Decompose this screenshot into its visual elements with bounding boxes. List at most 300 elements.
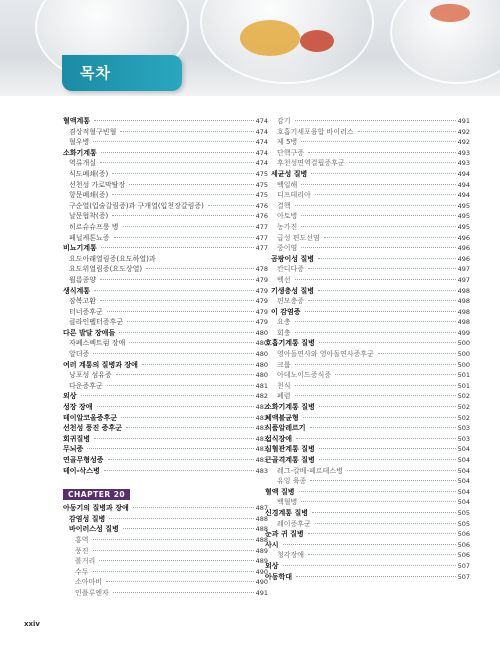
toc-entry-title: 아데노이드증식증 (277, 371, 332, 380)
toc-entry-title: 제 5병 (277, 138, 298, 147)
toc-entry-page: 496 (457, 233, 470, 242)
toc-entry[interactable] (63, 275, 268, 286)
toc-entry[interactable] (265, 455, 470, 466)
dot-leader (308, 533, 456, 534)
toc-entry-title: 바이러스성 질병 (69, 525, 119, 534)
dot-leader (296, 576, 456, 577)
toc-entry[interactable] (63, 524, 268, 535)
chapter-heading: CHAPTER 20 (63, 489, 130, 500)
toc-entry-page: 495 (457, 201, 470, 210)
toc-entry-page: 503 (457, 424, 470, 433)
toc-entry[interactable] (265, 434, 470, 445)
dot-leader (283, 544, 456, 545)
toc-entry[interactable] (265, 476, 470, 487)
toc-entry-page: 496 (457, 254, 470, 263)
toc-entry[interactable] (63, 211, 268, 222)
toc-entry[interactable] (265, 307, 470, 318)
toc-entry[interactable] (63, 127, 268, 138)
toc-entry-page: 477 (255, 233, 268, 242)
sample-stain (430, 4, 470, 22)
toc-entry[interactable] (63, 296, 268, 307)
dot-leader (301, 501, 455, 502)
toc-entry[interactable] (63, 264, 268, 275)
sample-stain (300, 30, 334, 52)
toc-entry-title: 크룹 (277, 360, 291, 369)
toc-entry[interactable] (63, 243, 268, 254)
toc-entry-title: 이 감염증 (271, 307, 301, 316)
toc-entry-page: 490 (255, 578, 268, 587)
toc-entry[interactable] (265, 180, 470, 191)
dot-leader (315, 523, 456, 524)
toc-entry[interactable] (63, 233, 268, 244)
toc-entry[interactable] (265, 264, 470, 275)
toc-entry-page: 494 (457, 180, 470, 189)
toc-entry-page: 483 (255, 434, 268, 443)
toc-entry-page: 478 (255, 265, 268, 274)
dot-leader (108, 459, 254, 460)
dot-leader (107, 385, 254, 386)
toc-entry[interactable] (63, 286, 268, 297)
sample-stain (240, 20, 300, 56)
toc-entry-page: 475 (255, 169, 268, 178)
toc-entry[interactable] (63, 577, 268, 588)
toc-entry-page: 483 (255, 466, 268, 475)
toc-entry-title: 호흡기세포융합 바이러스 (277, 127, 354, 136)
dot-leader (120, 131, 253, 132)
toc-entry-title: 감기 (277, 117, 291, 125)
dot-leader (101, 247, 254, 248)
dot-leader (301, 184, 455, 185)
toc-entry-title: 체액불균형 (265, 413, 299, 422)
toc-entry-page: 498 (457, 286, 470, 295)
toc-entry-page: 504 (457, 487, 470, 496)
toc-entry-page: 504 (457, 445, 470, 454)
toc-entry-page: 498 (457, 297, 470, 306)
dot-leader (295, 120, 456, 121)
toc-entry-title: 선천성 가로막탈장 (69, 180, 126, 189)
toc-entry-title: 히르슈슈프룽 병 (69, 222, 119, 231)
dot-leader (123, 226, 254, 227)
dot-leader (93, 550, 254, 551)
toc-entry-page: 494 (457, 169, 470, 178)
toc-entry-page: 474 (255, 159, 268, 168)
dot-leader (208, 205, 254, 206)
toc-entry[interactable] (63, 349, 268, 360)
dot-leader (104, 470, 254, 471)
dot-leader (93, 141, 253, 142)
toc-entry[interactable] (63, 222, 268, 233)
toc-entry-title: 테이알코올증후군 (63, 413, 118, 422)
dot-leader (315, 194, 456, 195)
toc-entry-title: 수두 (75, 567, 89, 576)
dot-leader (295, 385, 456, 386)
dot-leader (311, 173, 455, 174)
dot-leader (319, 342, 456, 343)
dot-leader (114, 237, 254, 238)
toc-entry[interactable] (265, 349, 470, 360)
dot-leader (295, 321, 456, 322)
toc-entry-page: 487 (255, 504, 268, 513)
toc-entry[interactable] (63, 423, 268, 434)
toc-entry[interactable] (63, 338, 268, 349)
toc-entry[interactable] (63, 413, 268, 424)
toc-entry-title: 소화기계통 질병 (265, 403, 315, 412)
toc-entry[interactable] (265, 561, 470, 572)
toc-entry[interactable] (265, 413, 470, 424)
toc-entry-title: 다운증후군 (69, 381, 103, 390)
toc-entry[interactable] (265, 550, 470, 561)
dot-leader (93, 539, 254, 540)
toc-entry[interactable] (63, 190, 268, 201)
toc-entry-page: 504 (457, 456, 470, 464)
toc-entry[interactable] (265, 211, 470, 222)
dot-leader (93, 353, 253, 354)
toc-entry-page: 501 (457, 381, 470, 390)
toc-left-column (63, 116, 268, 599)
toc-entry[interactable] (63, 391, 268, 402)
dot-leader (319, 406, 456, 407)
toc-entry-page: 489 (255, 557, 268, 566)
toc-entry[interactable] (63, 588, 268, 599)
dot-leader (127, 321, 253, 322)
dot-leader (81, 395, 254, 396)
toc-entry[interactable] (265, 370, 470, 381)
toc-entry-title: 유잉 육종 (277, 477, 307, 486)
toc-entry[interactable] (265, 158, 470, 169)
dot-leader (93, 571, 254, 572)
toc-entry-title: 외상 (63, 392, 77, 401)
toc-entry-page: 499 (457, 328, 470, 337)
dot-leader (318, 258, 456, 259)
toc-entry-page: 504 (457, 477, 470, 486)
toc-entry-title: 백혈병 (277, 498, 298, 507)
toc-entry[interactable] (63, 328, 268, 339)
toc-entry-page: 474 (255, 148, 268, 157)
dot-leader (295, 205, 456, 206)
toc-entry[interactable] (63, 116, 268, 127)
dot-leader (308, 268, 456, 269)
dot-leader (301, 247, 455, 248)
dot-leader (283, 565, 456, 566)
toc-entry-page: 474 (255, 127, 268, 136)
toc-entry-page: 489 (255, 546, 268, 555)
toc-entry-title: 인플루엔자 (75, 588, 109, 597)
dot-leader (112, 194, 253, 195)
toc-entry-title: 섭식장애 (265, 434, 293, 443)
toc-entry[interactable] (265, 169, 470, 180)
toc-entry-title: 회충 (277, 328, 291, 337)
toc-entry[interactable] (265, 127, 470, 138)
toc-entry[interactable] (265, 328, 470, 339)
toc-entry-page: 492 (457, 138, 470, 147)
toc-entry-title: 기생충성 질병 (271, 286, 315, 295)
toc-entry-page: 483 (255, 413, 268, 422)
toc-entry[interactable] (265, 381, 470, 392)
toc-entry-title: 편모충증 (277, 297, 305, 306)
toc-entry[interactable] (63, 201, 268, 212)
toc-entry[interactable] (265, 254, 470, 265)
toc-entry-page: 488 (255, 514, 268, 523)
toc-entry[interactable] (63, 434, 268, 445)
toc-entry-page: 475 (255, 180, 268, 189)
dot-leader (121, 417, 253, 418)
toc-entry-page: 500 (457, 360, 470, 369)
toc-entry[interactable] (265, 466, 470, 477)
toc-entry[interactable] (63, 444, 268, 455)
dot-leader (301, 141, 455, 142)
toc-entry[interactable] (265, 222, 470, 233)
toc-entry[interactable] (265, 137, 470, 148)
toc-entry[interactable] (63, 180, 268, 191)
dot-leader (295, 364, 456, 365)
toc-entry-title: 생식계통 (63, 286, 91, 295)
toc-entry-page: 502 (457, 413, 470, 422)
toc-entry-title: 아토병 (277, 212, 298, 221)
toc-entry-page: 476 (255, 212, 268, 221)
toc-entry-page: 505 (457, 508, 470, 517)
toc-entry[interactable] (63, 514, 268, 525)
toc-entry[interactable] (265, 402, 470, 413)
toc-entry-page: 480 (255, 339, 268, 348)
toc-entry[interactable] (63, 546, 268, 557)
toc-entry-page: 491 (255, 588, 268, 597)
toc-entry-title: 구순열(입술갈림증)과 구개열(입천장갈림증) (69, 201, 204, 210)
dot-leader (305, 311, 456, 312)
dot-leader (295, 279, 456, 280)
toc-entry[interactable] (265, 148, 470, 159)
toc-entry-title: 청각장애 (277, 551, 305, 560)
toc-entry-title: 사시 (265, 540, 279, 549)
dot-leader (310, 427, 456, 428)
toc-entry-title: 다른 발달 장애들 (63, 328, 116, 337)
toc-entry[interactable] (265, 391, 470, 402)
toc-entry-title: 결핵 (277, 201, 291, 210)
dot-leader (335, 374, 455, 375)
toc-entry-title: 눈과 귀 질병 (265, 530, 304, 539)
toc-entry[interactable] (265, 529, 470, 540)
toc-entry-title: 감염성 질병 (69, 514, 106, 523)
toc-entry-page: 498 (457, 307, 470, 316)
toc-entry[interactable] (265, 497, 470, 508)
toc-entry-title: 낭포성 섬유증 (69, 371, 112, 380)
dot-leader (308, 300, 456, 301)
dot-leader (142, 364, 254, 365)
dot-leader (100, 300, 254, 301)
toc-entry[interactable] (265, 444, 470, 455)
dot-leader (123, 528, 254, 529)
toc-entry[interactable] (63, 370, 268, 381)
toc-entry-title: 곰팡이성 질병 (271, 254, 315, 263)
dot-leader (299, 491, 456, 492)
dot-leader (119, 332, 253, 333)
toc-entry[interactable] (63, 402, 268, 413)
toc-entry[interactable] (265, 243, 470, 254)
toc-entry[interactable] (63, 307, 268, 318)
toc-entry-page: 488 (255, 525, 268, 534)
toc-entry-page: 479 (255, 318, 268, 327)
dot-leader (94, 290, 254, 291)
toc-entry-page: 474 (255, 138, 268, 147)
toc-entry-title: 혈액계통 (63, 117, 91, 125)
toc-entry[interactable] (63, 381, 268, 392)
dot-leader (129, 184, 253, 185)
toc-entry[interactable] (63, 169, 268, 180)
dot-leader (100, 279, 254, 280)
toc-entry-title: 성장 장애 (63, 403, 93, 412)
toc-entry[interactable] (63, 360, 268, 371)
toc-entry-title: 소아마비 (75, 578, 103, 587)
toc-entry[interactable] (63, 254, 268, 265)
toc-entry[interactable] (265, 275, 470, 286)
toc-entry[interactable] (265, 540, 470, 551)
toc-entry[interactable] (63, 317, 268, 328)
toc-entry-title: 요도위열림증(요도상열) (69, 265, 143, 274)
toc-entry[interactable] (265, 286, 470, 297)
toc-entry-page: 480 (255, 360, 268, 369)
toc-entry-page: 502 (457, 392, 470, 401)
toc-entry-page: 494 (457, 191, 470, 200)
toc-entry-page: 507 (457, 561, 470, 570)
toc-entry-title: 겸상적혈구빈혈 (69, 127, 117, 136)
toc-entry-title: 혈액 질병 (265, 487, 295, 496)
dot-leader (319, 448, 456, 449)
toc-entry-page: 493 (457, 148, 470, 157)
toc-entry-page: 498 (457, 318, 470, 327)
toc-entry[interactable] (265, 423, 470, 434)
toc-entry-title: 신경계통 질병 (265, 508, 309, 517)
dot-leader (133, 507, 254, 508)
dot-leader (112, 173, 253, 174)
toc-entry[interactable] (265, 519, 470, 530)
toc-entry-title: 호흡기계통 질병 (265, 339, 315, 348)
toc-entry-title: 디프테리아 (277, 191, 311, 200)
toc-entry-page: 477 (255, 244, 268, 253)
toc-entry-page: 497 (457, 275, 470, 284)
dot-leader (295, 395, 456, 396)
dot-leader (126, 427, 254, 428)
toc-entry[interactable] (265, 508, 470, 519)
toc-entry[interactable] (265, 572, 470, 583)
toc-entry-page: 504 (457, 466, 470, 475)
toc-entry[interactable] (265, 338, 470, 349)
dot-leader (94, 120, 254, 121)
toc-entry-title: 소화기계통 (63, 148, 97, 157)
dot-leader (310, 480, 455, 481)
toc-entry-title: 볼거리 (75, 557, 96, 566)
toc-entry-title: 식도폐쇄(증) (69, 169, 109, 178)
dot-leader (100, 162, 254, 163)
toc-entry-title: 식품알레르기 (265, 424, 306, 433)
toc-entry-title: 윌름종양 (69, 275, 97, 284)
toc-entry-title: 백선 (277, 275, 291, 284)
toc-entry[interactable] (63, 503, 268, 514)
toc-entry-title: 영아돌연사와 영아돌연사증후군 (277, 350, 374, 359)
toc-entry-page: 480 (255, 371, 268, 380)
toc-entry-title: 레그-칼베-페르테스병 (277, 466, 343, 475)
dot-leader (106, 581, 254, 582)
toc-entry-page: 504 (457, 498, 470, 507)
toc-entry-page: 503 (457, 434, 470, 443)
toc-entry[interactable] (265, 296, 470, 307)
toc-entry[interactable] (63, 148, 268, 159)
toc-entry-page: 491 (457, 117, 470, 125)
dot-leader (129, 342, 253, 343)
toc-entry-title: 선천성 풍진 증후군 (63, 424, 122, 433)
toc-entry-title: 터너증후군 (69, 307, 103, 316)
dot-leader (378, 353, 456, 354)
toc-entry-title: 자폐스펙트럼 장애 (69, 339, 126, 348)
toc-entry-title: 아동기의 질병과 장애 (63, 504, 129, 513)
toc-entry[interactable] (265, 487, 470, 498)
toc-entry-title: 무뇌증 (63, 445, 84, 454)
dot-leader (349, 162, 456, 163)
toc-entry[interactable] (265, 360, 470, 371)
toc-entry-page: 479 (255, 307, 268, 316)
toc-entry-page: 488 (255, 535, 268, 544)
page-title: 목차 (80, 64, 111, 82)
toc-entry-page: 496 (457, 244, 470, 253)
toc-entry[interactable] (63, 137, 268, 148)
toc-entry-page: 480 (255, 350, 268, 359)
toc-entry-title: 잠복고환 (69, 297, 97, 306)
toc-entry-title: 근골격계통 질병 (265, 456, 315, 464)
toc-entry[interactable] (63, 466, 268, 477)
toc-entry[interactable] (265, 201, 470, 212)
toc-entry-page: 495 (457, 222, 470, 231)
toc-entry-title: 역류개실 (69, 159, 97, 168)
dot-leader (308, 554, 456, 555)
toc-entry-page: 505 (457, 519, 470, 528)
toc-entry-title: 단핵구증 (277, 148, 305, 157)
page-number: xxiv (24, 620, 40, 628)
toc-entry[interactable] (63, 567, 268, 578)
toc-entry-title: 심혈관계통 질병 (265, 445, 315, 454)
dot-leader (303, 417, 456, 418)
toc-entry[interactable] (265, 190, 470, 201)
toc-entry[interactable] (63, 455, 268, 466)
toc-title-banner (62, 55, 182, 91)
dot-leader (308, 152, 456, 153)
toc-entry[interactable] (63, 556, 268, 567)
toc-entry-page: 476 (255, 201, 268, 210)
toc-entry-page: 483 (255, 456, 268, 464)
toc-entry-title: 급성 편도선염 (277, 233, 320, 242)
toc-entry-title: 아동학대 (265, 572, 293, 581)
toc-entry-page: 500 (457, 350, 470, 359)
toc-entry-page: 480 (255, 328, 268, 337)
dot-leader (319, 459, 456, 460)
dot-leader (101, 152, 254, 153)
dot-leader (109, 518, 253, 519)
toc-entry-page: 477 (255, 222, 268, 231)
dot-leader (116, 374, 254, 375)
dot-leader (99, 560, 253, 561)
toc-entry[interactable] (265, 116, 470, 127)
toc-entry-title: 요충 (277, 318, 291, 327)
toc-entry-page: 474 (255, 117, 268, 125)
toc-entry[interactable] (63, 535, 268, 546)
toc-entry-title: 풍진 (75, 546, 89, 555)
toc-entry[interactable] (265, 317, 470, 328)
toc-entry[interactable] (265, 233, 470, 244)
toc-entry[interactable] (63, 158, 268, 169)
toc-entry-title: 비뇨기계통 (63, 244, 97, 253)
toc-entry-page: 500 (457, 339, 470, 348)
toc-entry-title: 농가진 (277, 222, 298, 231)
dot-leader (112, 215, 253, 216)
dot-leader (301, 226, 455, 227)
toc-entry-title: 중이염 (277, 244, 298, 253)
